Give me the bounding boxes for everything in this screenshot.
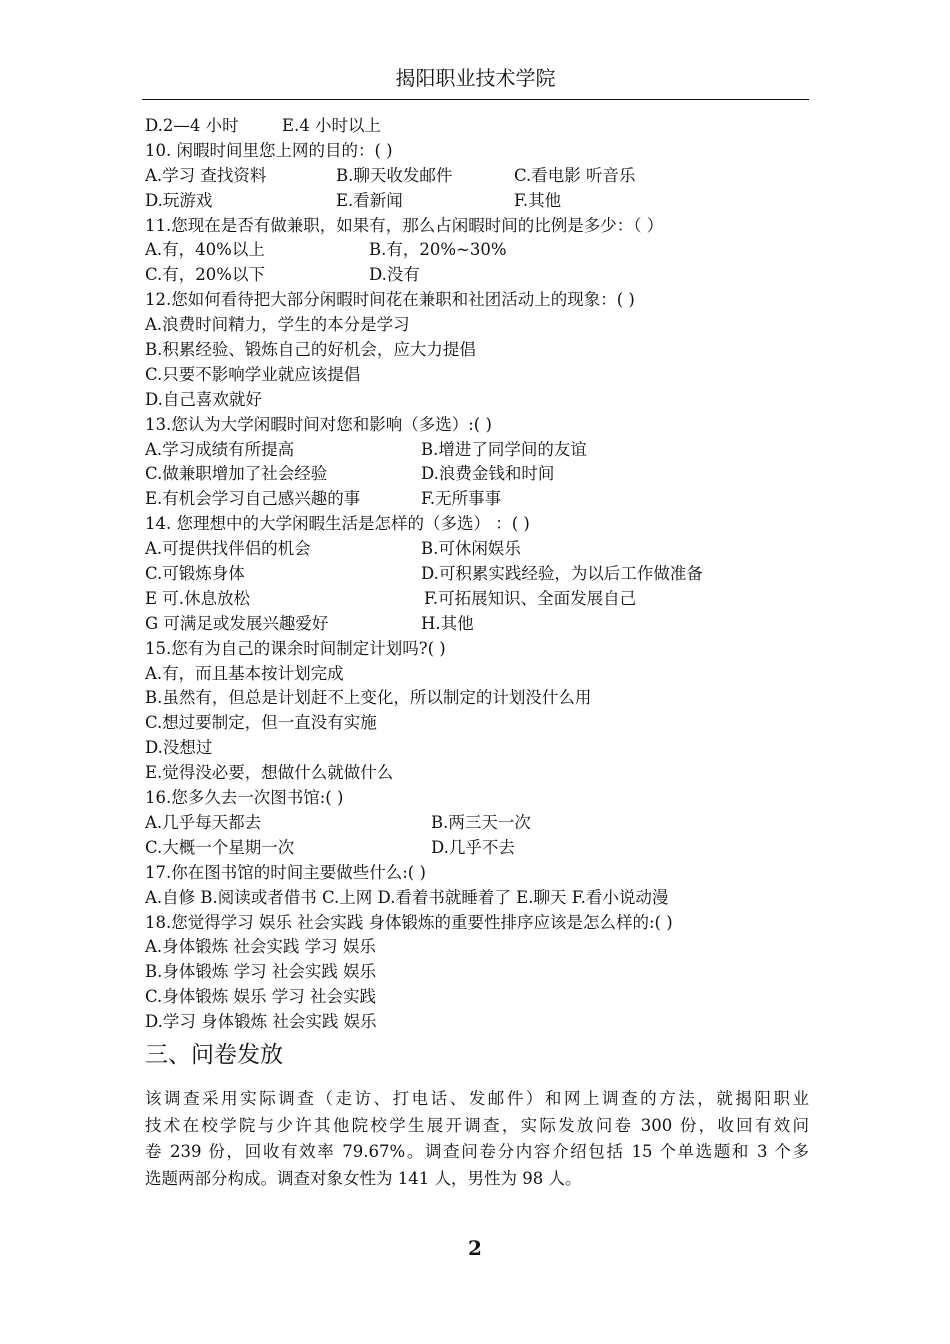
option-text: C.做兼职增加了社会经验 xyxy=(145,464,328,484)
question-label: 14. 您理想中的大学闲暇生活是怎样的（多选） ：( ) xyxy=(145,514,530,534)
list-item xyxy=(145,562,810,587)
list-item xyxy=(145,1010,810,1035)
option-text: D.没有 xyxy=(369,265,420,285)
option-text: B.身体锻炼 学习 社会实践 娱乐 xyxy=(145,962,377,982)
option-text: A.学习成绩有所提高 xyxy=(145,439,295,459)
list-item xyxy=(145,462,810,487)
list-item xyxy=(145,836,810,861)
question-label: 17.你在图书馆的时间主要做些什么:( ) xyxy=(145,862,426,882)
option-text: B.积累经验、锻炼自己的好机会，应大力提倡 xyxy=(145,340,476,360)
option-text: D.玩游戏 xyxy=(145,190,213,210)
question-label: 15.您有为自己的课余时间制定计划吗?( ) xyxy=(145,638,446,658)
list-item xyxy=(145,487,810,512)
option-text: D.几乎不去 xyxy=(431,837,515,857)
option-text: C.大概一个星期一次 xyxy=(145,837,295,857)
option-text: D.可积累实践经验，为以后工作做准备 xyxy=(421,564,703,584)
option-text: A.身体锻炼 社会实践 学习 娱乐 xyxy=(145,937,376,957)
option-text: F.无所事事 xyxy=(421,489,502,509)
option-text: A.自修 B.阅读或者借书 C.上网 D.看着书就睡着了 E.聊天 F.看小说动漫 xyxy=(145,887,669,907)
option-text: D.学习 身体锻炼 社会实践 娱乐 xyxy=(145,1012,377,1032)
list-item xyxy=(145,587,810,612)
option-text: C.身体锻炼 娱乐 学习 社会实践 xyxy=(145,987,377,1007)
question-label: 13.您认为大学闲暇时间对您和影响（多选）:( ) xyxy=(145,414,492,434)
paragraph-line: 卷 239 份，回收有效率 79.67%。调查问卷分内容介绍包括 15 个单选题和 3 个多 xyxy=(145,1142,809,1161)
list-item xyxy=(145,960,810,985)
option-text: G 可满足或发展兴趣爱好 xyxy=(145,613,329,633)
option-text: E.看新闻 xyxy=(336,190,403,210)
list-item xyxy=(145,761,810,786)
list-item xyxy=(145,114,810,139)
option-text: D.浪费金钱和时间 xyxy=(421,464,555,484)
list-item xyxy=(145,811,810,836)
question-label: 12.您如何看待把大部分闲暇时间花在兼职和社团活动上的现象：( ) xyxy=(145,290,635,310)
question-text xyxy=(145,911,810,936)
option-text: F.其他 xyxy=(514,190,562,210)
list-item xyxy=(145,537,810,562)
question-text xyxy=(145,413,810,438)
list-item xyxy=(145,164,810,189)
option-text: A.几乎每天都去 xyxy=(145,812,262,832)
questionnaire-body xyxy=(145,114,810,1035)
option-text: B.聊天收发邮件 xyxy=(336,165,453,185)
question-text xyxy=(145,214,810,239)
option-text: A.浪费时间精力，学生的本分是学习 xyxy=(145,315,410,335)
section-heading: 三、问卷发放 xyxy=(145,1042,283,1068)
option-text: D.自己喜欢就好 xyxy=(145,389,262,409)
page-number: 2 xyxy=(468,1236,482,1260)
question-label: 16.您多久去一次图书馆:( ) xyxy=(145,788,344,808)
list-item xyxy=(145,686,810,711)
option-text: F.可拓展知识、全面发展自己 xyxy=(424,588,637,608)
list-item xyxy=(145,238,810,263)
question-text xyxy=(145,288,810,313)
option-text: A.有，40%以上 xyxy=(145,240,265,260)
question-label: 10. 闲暇时间里您上网的目的：( ) xyxy=(145,140,393,160)
question-text xyxy=(145,139,810,164)
list-item xyxy=(145,388,810,413)
option-text: B.两三天一次 xyxy=(431,812,531,832)
option-text: C.看电影 听音乐 xyxy=(514,165,636,185)
paragraph-line: 选题两部分构成。调查对象女性为 141 人，男性为 98 人。 xyxy=(145,1168,582,1188)
option-text: A.学习 查找资料 xyxy=(145,165,267,185)
question-text xyxy=(145,512,810,537)
paragraph-line: 该调查采用实际调查（走访、打电话、发邮件）和网上调查的方法，就揭阳职业 xyxy=(145,1089,809,1108)
list-item xyxy=(145,263,810,288)
option-text: H.其他 xyxy=(421,613,474,633)
list-item xyxy=(145,363,810,388)
list-item xyxy=(145,736,810,761)
option-text: B.可休闲娱乐 xyxy=(421,539,521,559)
option-text: B.虽然有，但总是计划赶不上变化，所以制定的计划没什么用 xyxy=(145,688,592,708)
question-text xyxy=(145,786,810,811)
list-item xyxy=(145,313,810,338)
option-text: B.有，20%~30% xyxy=(369,240,507,260)
question-label: 18.您觉得学习 娱乐 社会实践 身体锻炼的重要性排序应该是怎么样的:( ) xyxy=(145,912,673,932)
list-item xyxy=(145,189,810,214)
list-item xyxy=(145,338,810,363)
list-item xyxy=(145,985,810,1010)
list-item xyxy=(145,662,810,687)
list-item xyxy=(145,612,810,637)
option-text: C.想过要制定，但一直没有实施 xyxy=(145,713,377,733)
page-header-title: 揭阳职业技术学院 xyxy=(395,66,556,90)
option-text: E 可.休息放松 xyxy=(145,588,251,608)
option-text: C.有，20%以下 xyxy=(145,265,265,285)
list-item xyxy=(145,438,810,463)
option-text: E.4 小时以上 xyxy=(282,116,382,135)
option-text: D.没想过 xyxy=(145,738,213,758)
option-text: C.可锻炼身体 xyxy=(145,564,245,584)
option-text: E.觉得没必要，想做什么就做什么 xyxy=(145,763,394,783)
list-item xyxy=(145,935,810,960)
option-text: D.2—4 小时 xyxy=(145,116,239,135)
paragraph-line: 技术在校学院与少许其他院校学生展开调查，实际发放问卷 300 份，收回有效问 xyxy=(145,1115,809,1135)
option-text: A.有，而且基本按计划完成 xyxy=(145,663,344,683)
question-text xyxy=(145,861,810,886)
list-item xyxy=(145,711,810,736)
question-text xyxy=(145,637,810,662)
option-text: E.有机会学习自己感兴趣的事 xyxy=(145,489,361,509)
option-text: A.可提供找伴侣的机会 xyxy=(145,539,311,559)
header-rule xyxy=(142,99,809,100)
option-text: B.增进了同学间的友谊 xyxy=(421,439,587,459)
list-item xyxy=(145,886,810,911)
option-text: C.只要不影响学业就应该提倡 xyxy=(145,364,361,384)
body-paragraph xyxy=(145,1086,809,1192)
question-label: 11.您现在是否有做兼职，如果有，那么占闲暇时间的比例是多少：（ ） xyxy=(145,215,664,235)
